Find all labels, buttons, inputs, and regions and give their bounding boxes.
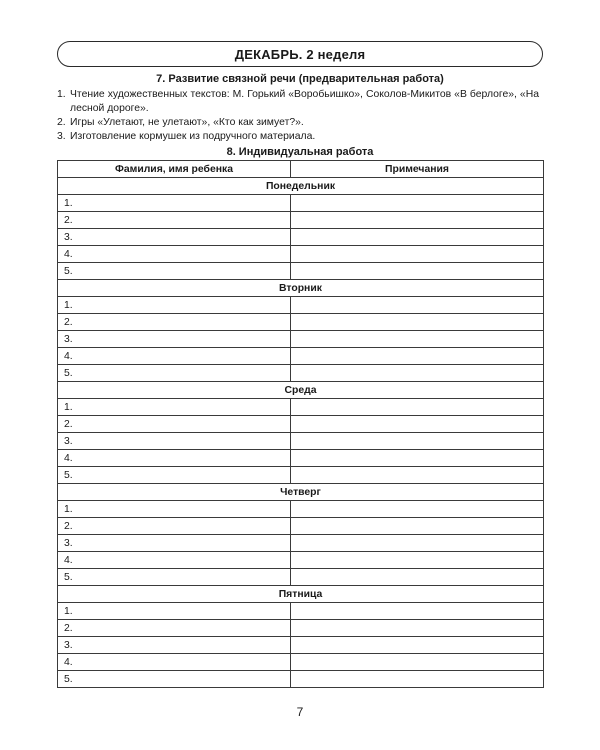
- column-header-notes: Примечания: [291, 161, 544, 178]
- table-row: [58, 569, 544, 586]
- day-row: [58, 280, 544, 297]
- child-name-cell[interactable]: 3.: [58, 331, 291, 348]
- notes-cell[interactable]: [291, 297, 544, 314]
- table-row: [58, 399, 544, 416]
- notes-cell[interactable]: [291, 535, 544, 552]
- notes-cell[interactable]: [291, 467, 544, 484]
- table-row: [58, 331, 544, 348]
- page-number: 7: [296, 705, 304, 719]
- child-name-cell[interactable]: 1.: [58, 603, 291, 620]
- notes-cell[interactable]: [291, 416, 544, 433]
- child-name-cell[interactable]: 1.: [58, 195, 291, 212]
- child-name-cell[interactable]: 2.: [58, 620, 291, 637]
- list-item-number: 3.: [57, 131, 66, 142]
- table-row: [58, 467, 544, 484]
- list-item-text: Изготовление кормушек из подручного материала.: [70, 131, 316, 142]
- table-row: [58, 501, 544, 518]
- day-label: Вторник: [58, 280, 544, 297]
- child-name-cell[interactable]: 1.: [58, 297, 291, 314]
- list-item-number: 1.: [57, 89, 66, 100]
- notes-cell[interactable]: [291, 229, 544, 246]
- child-name-cell[interactable]: 3.: [58, 433, 291, 450]
- column-header-name: Фамилия, имя ребенка: [58, 161, 291, 178]
- table-row: [58, 603, 544, 620]
- child-name-cell[interactable]: 4.: [58, 246, 291, 263]
- table-row: [58, 195, 544, 212]
- child-name-cell[interactable]: 2.: [58, 518, 291, 535]
- notes-cell[interactable]: [291, 620, 544, 637]
- child-name-cell[interactable]: 2.: [58, 212, 291, 229]
- section7-title: 7. Развитие связной речи (предварительная работа): [156, 73, 444, 85]
- table-body: [58, 178, 544, 688]
- section8-title: 8. Индивидуальная работа: [226, 146, 374, 158]
- section7-list: [57, 88, 539, 144]
- day-row: [58, 178, 544, 195]
- notes-cell[interactable]: [291, 501, 544, 518]
- child-name-cell[interactable]: 1.: [58, 399, 291, 416]
- list-item-text: Игры «Улетают, не улетают», «Кто как зимует?».: [70, 117, 304, 128]
- notes-cell[interactable]: [291, 365, 544, 382]
- section-header: [57, 41, 543, 67]
- day-label: Понедельник: [58, 178, 544, 195]
- table-row: [58, 297, 544, 314]
- notes-cell[interactable]: [291, 552, 544, 569]
- notes-cell[interactable]: [291, 654, 544, 671]
- table-row: [58, 416, 544, 433]
- child-name-cell[interactable]: 2.: [58, 416, 291, 433]
- individual-work-table: [57, 160, 544, 688]
- notes-cell[interactable]: [291, 212, 544, 229]
- child-name-cell[interactable]: 3.: [58, 535, 291, 552]
- notes-cell[interactable]: [291, 450, 544, 467]
- child-name-cell[interactable]: 3.: [58, 637, 291, 654]
- child-name-cell[interactable]: 4.: [58, 552, 291, 569]
- table-row: [58, 637, 544, 654]
- list-item: [57, 88, 539, 116]
- notes-cell[interactable]: [291, 314, 544, 331]
- notes-cell[interactable]: [291, 671, 544, 688]
- table-row: [58, 263, 544, 280]
- child-name-cell[interactable]: 5.: [58, 671, 291, 688]
- child-name-cell[interactable]: 3.: [58, 229, 291, 246]
- notes-cell[interactable]: [291, 195, 544, 212]
- child-name-cell[interactable]: 5.: [58, 467, 291, 484]
- list-item: [57, 130, 539, 144]
- table-row: [58, 518, 544, 535]
- table-row: [58, 433, 544, 450]
- notes-cell[interactable]: [291, 399, 544, 416]
- table-row: [58, 450, 544, 467]
- notes-cell[interactable]: [291, 637, 544, 654]
- notes-cell[interactable]: [291, 569, 544, 586]
- table-row: [58, 671, 544, 688]
- table-row: [58, 314, 544, 331]
- table-row: [58, 365, 544, 382]
- list-item-number: 2.: [57, 117, 66, 128]
- child-name-cell[interactable]: 1.: [58, 501, 291, 518]
- header-title: ДЕКАБРЬ. 2 неделя: [234, 46, 366, 62]
- notes-cell[interactable]: [291, 263, 544, 280]
- child-name-cell[interactable]: 4.: [58, 348, 291, 365]
- child-name-cell[interactable]: 4.: [58, 450, 291, 467]
- table-row: [58, 535, 544, 552]
- table-row: [58, 348, 544, 365]
- day-label: Среда: [58, 382, 544, 399]
- day-row: [58, 586, 544, 603]
- notes-cell[interactable]: [291, 331, 544, 348]
- table-row: [58, 246, 544, 263]
- notes-cell[interactable]: [291, 518, 544, 535]
- table-row: [58, 229, 544, 246]
- notes-cell[interactable]: [291, 603, 544, 620]
- child-name-cell[interactable]: 5.: [58, 365, 291, 382]
- day-label: Пятница: [58, 586, 544, 603]
- notes-cell[interactable]: [291, 348, 544, 365]
- day-row: [58, 382, 544, 399]
- notes-cell[interactable]: [291, 433, 544, 450]
- child-name-cell[interactable]: 5.: [58, 263, 291, 280]
- list-item: [57, 116, 539, 130]
- table-row: [58, 212, 544, 229]
- child-name-cell[interactable]: 4.: [58, 654, 291, 671]
- table-row: [58, 654, 544, 671]
- list-item-text: Чтение художественных текстов: М. Горький «Воробьишко», Соколов-Микитов «В берлоге», «На лесной дороге».: [70, 89, 539, 114]
- child-name-cell[interactable]: 2.: [58, 314, 291, 331]
- table-row: [58, 620, 544, 637]
- table-header-row: [58, 161, 544, 178]
- day-label: Четверг: [58, 484, 544, 501]
- day-row: [58, 484, 544, 501]
- table-row: [58, 552, 544, 569]
- notes-cell[interactable]: [291, 246, 544, 263]
- child-name-cell[interactable]: 5.: [58, 569, 291, 586]
